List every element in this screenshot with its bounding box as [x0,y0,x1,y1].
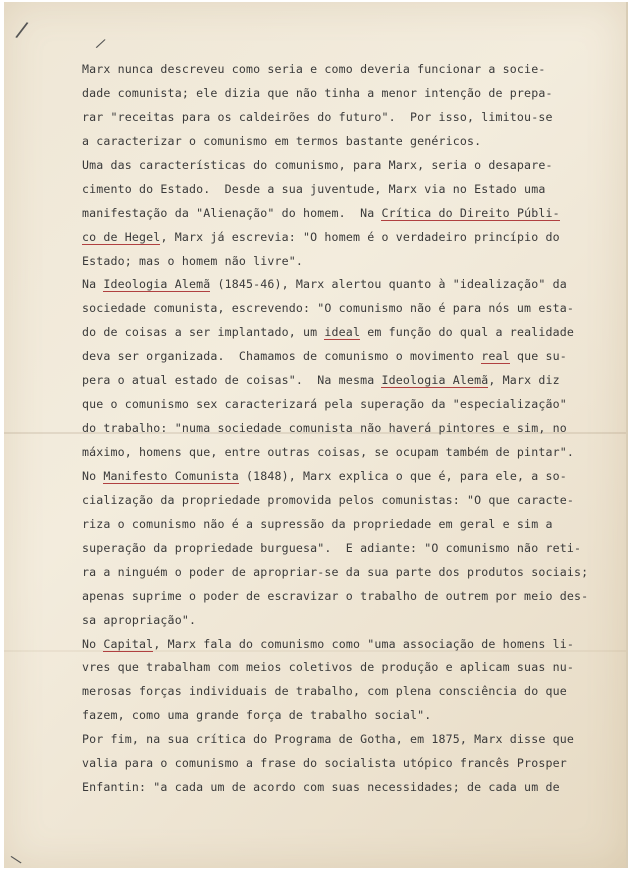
text-run: sociedade comunista, escrevendo: "O comunismo não é para nós um esta- [82,301,574,316]
text-line [82,393,612,417]
pen-stroke-mark: / [13,17,30,44]
text-run: superação da propriedade burguesa". E adiante: "O comunismo não reti- [82,540,582,555]
text-run: pera o atual estado de coisas". Na mesma [82,373,382,388]
text-run: que o comunismo sex caracterizará pela superação da "especialização" [82,397,567,412]
text-run: a caracterizar o comunismo em termos bastante genéricos. [82,133,482,148]
text-line [82,441,612,465]
text-run: vres que trabalham com meios coletivos de produção e aplicam suas nu- [82,660,574,675]
text-run: merosas forças individuais de trabalho, com plena consciência do que [82,684,567,699]
text-run: máximo, homens que, entre outras coisas, se ocupam também de pintar". [82,445,574,459]
text-line [82,776,612,800]
text-line [82,513,612,537]
text-run: manifestação da "Alienação" do homem. Na [82,205,382,220]
text-run: do de coisas a ser implantado, um [82,325,325,340]
text-run: que su- [509,349,567,364]
text-line [82,537,612,561]
text-line [82,417,612,441]
text-line [82,106,612,130]
underlined-title: Ideologia Alemã [381,373,489,388]
text-run: dade comunista; ele dizia que não tinha a menor intenção de prepa- [82,85,553,100]
underlined-title: Crítica do Direito Públi- [381,205,560,220]
text-run: do trabalho: "numa sociedade comunista não haverá pintores e sim, no [82,421,567,436]
text-run: , Marx fala do comunismo como "uma associação de homens li- [153,636,574,651]
underlined-title: Manifesto Comunista [103,468,239,483]
text-line [82,633,612,657]
text-run: Na [82,277,104,292]
text-run: ra a ninguém o poder de apropriar-se da sua parte dos produtos sociais; [82,564,589,579]
text-run: Estado; mas o homem não livre". [82,253,304,268]
text-line [82,130,612,154]
text-line [82,752,612,776]
text-line [82,250,612,274]
underlined-title: co de Hegel [82,229,161,244]
typewritten-body [82,58,612,800]
text-line [82,58,612,82]
text-run: No [82,636,104,651]
text-line [82,345,612,369]
text-run: apenas suprime o poder de escravizar o trabalho de outrem por meio des- [82,588,589,603]
underlined-title: real [481,349,510,364]
text-line [82,178,612,202]
text-run: cialização da propriedade promovida pelos comunistas: "O que caracte- [82,492,574,507]
underlined-title: Capital [103,636,154,651]
text-line [82,297,612,321]
corner-mark: \ [9,852,24,868]
text-line [82,154,612,178]
text-run: No [82,468,104,483]
text-line [82,369,612,393]
text-line [82,680,612,704]
text-run: Por fim, na sua crítica do Programa de Gotha, em 1875, Marx disse que [82,732,574,747]
text-run: rar "receitas para os caldeirões do futuro". Por isso, limitou-se [82,109,553,124]
text-run: Enfantin: "a cada um de acordo com suas necessidades; de cada um de [82,780,560,795]
pen-tick-mark: / [94,35,107,53]
underlined-title: Ideologia Alemã [103,277,211,292]
text-line [82,226,612,250]
text-line [82,609,612,633]
text-run: (1848), Marx explica o que é, para ele, a so- [238,468,567,483]
text-line [82,728,612,752]
text-line [82,585,612,609]
text-line [82,82,612,106]
text-run: Marx nunca descreveu como seria e como deveria funcionar a socie- [82,62,546,76]
text-run: , Marx já escrevia: "O homem é o verdadeiro princípio do [160,229,560,244]
text-line [82,489,612,513]
text-run: cimento do Estado. Desde a sua juventude, Marx via no Estado uma [82,181,546,196]
text-line [82,704,612,728]
text-run: valia para o comunismo a frase do socialista utópico francês Prosper [82,756,567,771]
underlined-title: ideal [324,325,361,340]
text-run: (1845-46), Marx alertou quanto à "idealização" da [210,277,567,292]
text-run: , Marx diz [488,373,560,388]
text-line [82,656,612,680]
text-line [82,273,612,297]
text-line [82,202,612,226]
text-run: em função do qual a realidade [360,325,574,340]
text-run: deva ser organizada. Chamamos de comunismo o movimento [82,349,482,364]
text-line [82,465,612,489]
text-run: fazem, como uma grande força de trabalho social". [82,708,432,723]
text-line [82,321,612,345]
text-line [82,561,612,585]
text-run: Uma das características do comunismo, para Marx, seria o desapare- [82,157,553,172]
text-run: sa apropriação". [82,612,197,627]
text-run: riza o comunismo não é a supressão da propriedade em geral e sim a [82,516,553,531]
